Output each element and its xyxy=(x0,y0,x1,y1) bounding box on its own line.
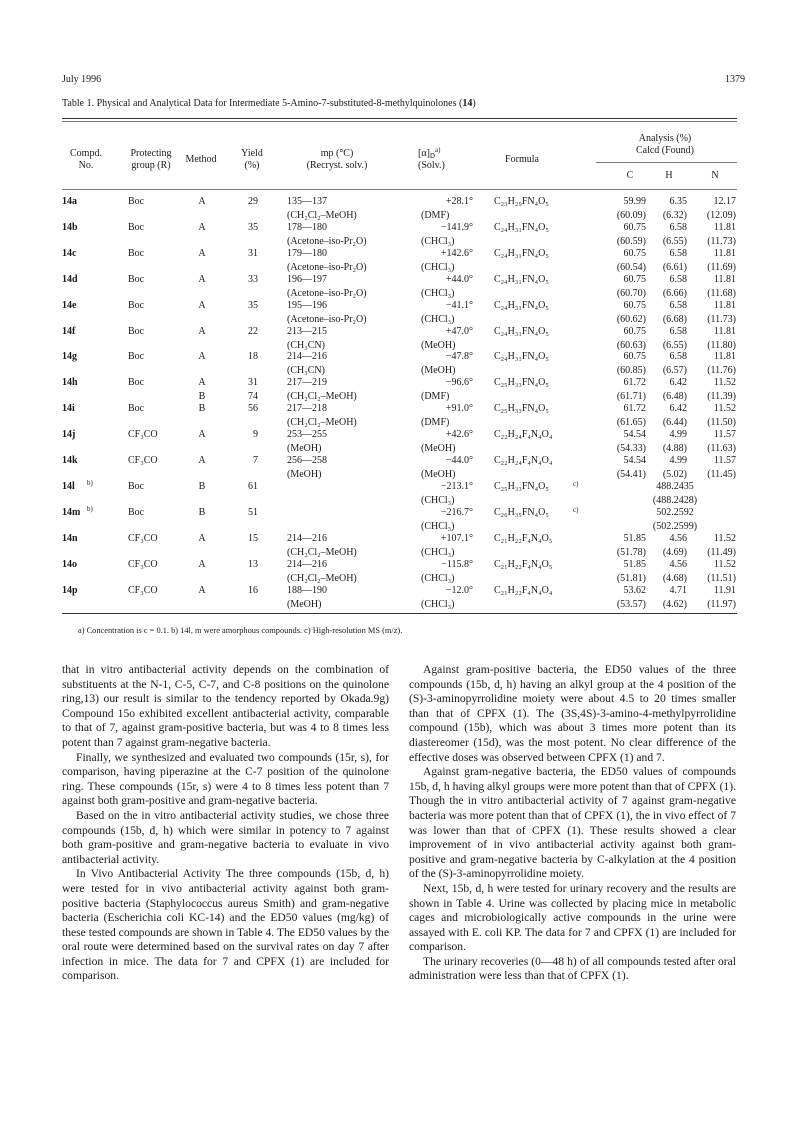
molecular-formula: C₂₃H₂₉FN₄O₅ xyxy=(494,196,549,207)
optical-rotation: (CHCl₃) xyxy=(421,288,455,299)
melting-point: (MeOH) xyxy=(287,469,322,480)
melting-point: (CH₂Cl₂–MeOH) xyxy=(287,210,357,221)
yield: 15 xyxy=(248,533,258,544)
yield: 61 xyxy=(248,481,258,492)
yield: 51 xyxy=(248,507,258,518)
protecting-group: Boc xyxy=(128,326,145,337)
compound-id: 14m xyxy=(62,507,81,518)
analysis-n: (11.51) xyxy=(707,573,736,584)
analysis-n: 11.52 xyxy=(713,559,736,570)
analysis-h: (6.32) xyxy=(662,210,687,221)
protecting-group: CF₃CO xyxy=(128,455,158,466)
protecting-group: CF₃CO xyxy=(128,533,158,544)
footnote-mark: b) xyxy=(87,479,93,487)
analysis-h: (4.62) xyxy=(662,599,687,610)
melting-point: 135—137 xyxy=(287,196,327,207)
analysis-c: 60.75 xyxy=(623,326,646,337)
analysis-n: (11.39) xyxy=(707,391,736,402)
molecular-formula: C₂₁H₂₂F₄N₄O₅ xyxy=(494,533,553,544)
footnote-mark: c) xyxy=(573,506,579,514)
optical-rotation: (DMF) xyxy=(421,391,450,402)
analysis-n: 11.81 xyxy=(713,274,736,285)
melting-point: 178—180 xyxy=(287,222,327,233)
yield: 16 xyxy=(248,585,258,596)
analysis-c: 51.85 xyxy=(623,533,646,544)
analysis-c: 60.75 xyxy=(623,300,646,311)
analysis-c: (60.62) xyxy=(616,314,646,325)
melting-point: 217—218 xyxy=(287,403,327,414)
melting-point: 214—216 xyxy=(287,559,327,570)
method: A xyxy=(198,429,206,440)
optical-rotation: −216.7° xyxy=(440,507,473,518)
method: A xyxy=(198,300,206,311)
melting-point: 213—215 xyxy=(287,326,327,337)
compound-id: 14j xyxy=(62,429,76,440)
body-paragraph: Based on the in vitro antibacterial activity studies, we chose three compounds (15b, d, h) which were similar in potency to 7 against both gram-positive and gram-negative bacteria to evaluate in vivo antibacterial activity. xyxy=(62,808,389,866)
yield: 35 xyxy=(248,222,258,233)
analysis-n: 11.81 xyxy=(713,248,736,259)
hrms-value: (502.2599) xyxy=(652,521,698,532)
optical-rotation: (CHCl₃) xyxy=(421,236,455,247)
optical-rotation: (DMF) xyxy=(421,417,450,428)
header-analysis: Analysis (%) Calcd (Found) xyxy=(635,133,695,156)
analysis-h: 6.58 xyxy=(669,300,687,311)
footnote-mark-holder xyxy=(87,506,93,520)
molecular-formula: C₂₁H₂₂F₄N₄O₅ xyxy=(494,559,553,570)
footnote-mark: c) xyxy=(573,480,579,488)
optical-rotation: (DMF) xyxy=(421,210,450,221)
analysis-c: (60.59) xyxy=(616,236,646,247)
melting-point: (CH₃CN) xyxy=(287,365,325,376)
melting-point: 217—219 xyxy=(287,377,327,388)
body-paragraph: Against gram-positive bacteria, the ED50 values of the three compounds (15b, d, h) having an alkyl group at the 4 position of the (S)-3-aminopyrrolidine moiety were about 4.5 to 20 times smaller than that of CPFX (1). The (3S,4S)-3-amino-4-methylpyrrolidine compound (15b), which was about 3 times more potent than its diastereomer (15d), was the most potent. No clear difference of the effective doses was observed between CPFX (1) and 7. xyxy=(409,663,736,764)
analysis-n: 11.81 xyxy=(713,326,736,337)
analysis-h: 6.58 xyxy=(669,326,687,337)
analysis-h: 4.99 xyxy=(669,429,687,440)
compound-id: 14a xyxy=(62,196,77,207)
header-yield: Yield (%) xyxy=(241,148,263,171)
yield: 31 xyxy=(248,248,258,259)
molecular-formula: C₂₄H₃₁FN₄O₅ xyxy=(494,300,549,311)
yield: 74 xyxy=(248,391,258,402)
analysis-h: (6.66) xyxy=(662,288,687,299)
optical-rotation: +91.0° xyxy=(445,403,473,414)
method: B xyxy=(198,403,206,414)
method: A xyxy=(198,533,206,544)
melting-point: 196—197 xyxy=(287,274,327,285)
melting-point: (CH₃CN) xyxy=(287,340,325,351)
melting-point: (Acetone–iso-Pr₂O) xyxy=(287,236,367,247)
body-paragraph: The urinary recoveries (0—48 h) of all compounds tested after oral administration were less than that of CPFX (1). xyxy=(409,954,736,983)
melting-point: 256—258 xyxy=(287,455,327,466)
melting-point: (CH₂Cl₂–MeOH) xyxy=(287,391,357,402)
yield: 35 xyxy=(248,300,258,311)
table-bottom-rule xyxy=(62,613,737,614)
optical-rotation: (CHCl₃) xyxy=(421,314,455,325)
method: A xyxy=(198,248,206,259)
molecular-formula: C₂₂H₂₄F₄N₄O₄ xyxy=(494,455,553,466)
molecular-formula: C₂₄H₃₁FN₄O₅ xyxy=(494,274,549,285)
caption-prefix: Table 1. xyxy=(62,98,95,109)
body-paragraph: Next, 15b, d, h were tested for urinary recovery and the results are shown in Table 4. Urine was collected by placing mice in metabolic cages and microbiologically active compounds in the urine were assayed with E. coli KP. The data for 7 and CPFX (1) are included for comparison. xyxy=(409,881,736,954)
compound-id: 14e xyxy=(62,300,77,311)
melting-point: (CH₂Cl₂–MeOH) xyxy=(287,417,357,428)
molecular-formula: C₂₄H₃₁FN₄O₅ xyxy=(494,326,549,337)
optical-rotation: (MeOH) xyxy=(421,469,456,480)
analysis-c: (60.63) xyxy=(616,340,646,351)
optical-rotation: −47.8° xyxy=(445,351,473,362)
analysis-h: 6.58 xyxy=(669,351,687,362)
analysis-c: 60.75 xyxy=(623,248,646,259)
analysis-n: (11.80) xyxy=(707,340,736,351)
compound-id: 14l xyxy=(62,481,75,492)
table-caption xyxy=(62,98,476,109)
compound-id: 14d xyxy=(62,274,78,285)
analysis-c: 59.99 xyxy=(623,196,646,207)
analysis-n: (11.97) xyxy=(707,599,736,610)
compound-id: 14k xyxy=(62,455,78,466)
molecular-formula: C₂₅H₃₃FN₄O₅ xyxy=(494,481,549,492)
analysis-n: (11.69) xyxy=(707,262,736,273)
protecting-group: Boc xyxy=(128,481,145,492)
body-column-left xyxy=(62,663,389,984)
analysis-c: (61.71) xyxy=(616,391,646,402)
molecular-formula: C₂₆H₃₅FN₄O₅ xyxy=(494,507,549,518)
analysis-n: 11.57 xyxy=(713,429,736,440)
molecular-formula: C₂₂H₂₄F₄N₄O₄ xyxy=(494,429,553,440)
optical-rotation: (CHCl₃) xyxy=(421,521,455,532)
header-h: H xyxy=(665,170,673,181)
analysis-c: (61.65) xyxy=(616,417,646,428)
method: A xyxy=(198,351,206,362)
analysis-h: (5.02) xyxy=(662,469,687,480)
header-c: C xyxy=(626,170,634,181)
compound-id: 14f xyxy=(62,326,76,337)
yield: 18 xyxy=(248,351,258,362)
analysis-n: 12.17 xyxy=(713,196,736,207)
protecting-group: Boc xyxy=(128,248,145,259)
method: B xyxy=(198,391,206,402)
analysis-n: 11.91 xyxy=(713,585,736,596)
yield: 22 xyxy=(248,326,258,337)
melting-point: 214—216 xyxy=(287,351,327,362)
analysis-c: (54.33) xyxy=(616,443,646,454)
caption-suffix: ) xyxy=(472,98,476,109)
method: A xyxy=(198,274,206,285)
header-formula: Formula xyxy=(505,154,539,165)
protecting-group: Boc xyxy=(128,377,145,388)
protecting-group: CF₃CO xyxy=(128,559,158,570)
body-paragraph: Finally, we synthesized and evaluated two compounds (15r, s), for comparison, having piperazine at the C-7 position of the quinolone ring. These compounds (15r, s) were 4 to 8 times less potent than 7 against both gram-positive and gram-negative bacteria. xyxy=(62,750,389,808)
analysis-h: (4.88) xyxy=(662,443,687,454)
header-protecting-group: Protecting group (R) xyxy=(130,148,172,171)
molecular-formula: C₂₁H₂₂F₄N₄O₄ xyxy=(494,585,553,596)
analysis-c: (51.78) xyxy=(616,547,646,558)
method: A xyxy=(198,559,206,570)
analysis-c: 61.72 xyxy=(623,403,646,414)
method: A xyxy=(198,196,206,207)
hrms-value: 502.2592 xyxy=(656,507,694,518)
analysis-c: (54.41) xyxy=(616,469,646,480)
melting-point: (MeOH) xyxy=(287,443,322,454)
footnote-mark: b) xyxy=(87,505,93,513)
analysis-h: 6.42 xyxy=(669,403,687,414)
analysis-c: (51.81) xyxy=(616,573,646,584)
analysis-n: (11.45) xyxy=(707,469,736,480)
optical-rotation: (CHCl₃) xyxy=(421,547,455,558)
analysis-c: 60.75 xyxy=(623,274,646,285)
protecting-group: Boc xyxy=(128,351,145,362)
yield: 7 xyxy=(253,455,258,466)
analysis-n: 11.52 xyxy=(713,403,736,414)
analysis-subrule xyxy=(596,162,737,163)
optical-rotation: +142.6° xyxy=(440,248,473,259)
compound-id: 14g xyxy=(62,351,77,362)
optical-rotation: +42.6° xyxy=(445,429,473,440)
analysis-n: (11.73) xyxy=(707,236,736,247)
optical-rotation: −44.0° xyxy=(445,455,473,466)
analysis-n: (11.63) xyxy=(707,443,736,454)
optical-rotation: −96.6° xyxy=(445,377,473,388)
table-top-rule-2 xyxy=(62,121,737,122)
table-top-rule xyxy=(62,118,737,119)
protecting-group: Boc xyxy=(128,507,145,518)
caption-text: Physical and Analytical Data for Intermediate 5-Amino-7-substituted-8-methylquinolones ( xyxy=(96,98,463,109)
analysis-h: 6.58 xyxy=(669,248,687,259)
protecting-group: CF₃CO xyxy=(128,429,158,440)
header-mp: mp (°C) (Recryst. solv.) xyxy=(306,148,368,171)
header-n: N xyxy=(711,170,719,181)
analysis-n: 11.81 xyxy=(713,222,736,233)
protecting-group: Boc xyxy=(128,274,145,285)
analysis-n: (11.50) xyxy=(707,417,736,428)
molecular-formula: C₂₄H₃₁FN₄O₅ xyxy=(494,222,549,233)
analysis-h: 4.71 xyxy=(669,585,687,596)
analysis-h: (6.61) xyxy=(662,262,687,273)
optical-rotation: +47.0° xyxy=(445,326,473,337)
molecular-formula: C₂₅H₃₃FN₄O₅ xyxy=(494,403,549,414)
analysis-n: (11.76) xyxy=(707,365,736,376)
melting-point: (Acetone–iso-Pr₂O) xyxy=(287,288,367,299)
method: A xyxy=(198,585,206,596)
hrms-value: (488.2428) xyxy=(652,495,698,506)
page-number: 1379 xyxy=(725,74,745,85)
method: A xyxy=(198,222,206,233)
optical-rotation: (CHCl₃) xyxy=(421,573,455,584)
body-paragraph: that in vitro antibacterial activity depends on the combination of substituents at the N-1, C-5, C-7, and C-8 positions on the quinolone ring,13) our result is similar to the tendency reported by Okada.9g) Compound 15o exhibited excellent antibacterial activity, comparable to that of 7, against gram-positive bacteria, but was 4 to 8 times less potent than 7 against gram-negative bacteria. xyxy=(62,663,389,749)
molecular-formula: C₂₄H₃₁FN₄O₅ xyxy=(494,351,549,362)
melting-point: 195—196 xyxy=(287,300,327,311)
analysis-n: 11.81 xyxy=(713,300,736,311)
method: B xyxy=(198,481,206,492)
molecular-formula: C₂₅H₃₃FN₄O₅ xyxy=(494,377,549,388)
optical-rotation: (MeOH) xyxy=(421,443,456,454)
melting-point: 179—180 xyxy=(287,248,327,259)
melting-point: 253—255 xyxy=(287,429,327,440)
analysis-c: 54.54 xyxy=(623,429,646,440)
compound-id: 14p xyxy=(62,585,78,596)
analysis-n: (12.09) xyxy=(706,210,736,221)
optical-rotation: (MeOH) xyxy=(421,365,456,376)
header-compd: Compd. No. xyxy=(70,148,102,171)
analysis-h: 6.35 xyxy=(669,196,687,207)
analysis-h: (4.68) xyxy=(662,573,687,584)
melting-point: (Acetone–iso-Pr₂O) xyxy=(287,262,367,273)
analysis-n: (11.49) xyxy=(707,547,736,558)
yield: 9 xyxy=(253,429,258,440)
analysis-h: 6.42 xyxy=(669,377,687,388)
analysis-n: 11.52 xyxy=(713,533,736,544)
compound-id: 14i xyxy=(62,403,75,414)
molecular-formula: C₂₄H₃₁FN₄O₅ xyxy=(494,248,549,259)
optical-rotation: −141.9° xyxy=(440,222,473,233)
protecting-group: Boc xyxy=(128,403,145,414)
analysis-h: (6.68) xyxy=(662,314,687,325)
analysis-h: (6.55) xyxy=(662,340,687,351)
analysis-c: (60.85) xyxy=(616,365,646,376)
header-bottom-rule xyxy=(62,189,737,190)
body-paragraph: Against gram-negative bacteria, the ED50 values of compounds 15b, d, h having alkyl groups were more potent than that of CPFX (1). Though the in vitro antibacterial activity of 7 against gram-negative bacteria was more potent than that of CPFX (1), the in vivo effect of 7 was lower than that of CPFX (1). These results showed a clear improvement of in vivo antibacterial activity against both gram-positive and gram-negative bacteria by C-alkylation at the 4 position of the (S)-3-aminopyrrolidine moiety. xyxy=(409,765,736,881)
analysis-n: (11.73) xyxy=(707,314,736,325)
footnote-mark-holder xyxy=(87,480,93,494)
analysis-n: 11.81 xyxy=(713,351,736,362)
analysis-h: (6.48) xyxy=(662,391,687,402)
optical-rotation: (CHCl₃) xyxy=(421,495,455,506)
body-column-right xyxy=(409,663,736,984)
body-paragraph: In Vivo Antibacterial Activity The three compounds (15b, d, h) were tested for in vivo antibacterial activity against both gram-positive bacteria (Staphylococcus aureus Smith) and gram-negative bacteria (Escherichia coli KC-14) and the ED50 values (mg/kg) of these tested compounds are shown in Table 4. The ED50 values by the oral route were determined based on the survival rates on day 7 after infection in mice. The data for 7 and CPFX (1) are included for comparison. xyxy=(62,867,389,983)
protecting-group: Boc xyxy=(128,196,145,207)
optical-rotation: (CHCl₃) xyxy=(421,262,455,273)
optical-rotation: −213.1° xyxy=(440,481,473,492)
yield: 13 xyxy=(248,559,258,570)
running-header-date: July 1996 xyxy=(62,74,102,85)
compound-id: 14h xyxy=(62,377,78,388)
melting-point: (MeOH) xyxy=(287,599,322,610)
analysis-c: (60.09) xyxy=(616,210,646,221)
protecting-group: Boc xyxy=(128,300,145,311)
caption-bold: 14 xyxy=(462,98,473,109)
optical-rotation: −115.8° xyxy=(441,559,473,570)
analysis-n: 11.52 xyxy=(713,377,736,388)
analysis-c: 60.75 xyxy=(623,222,646,233)
optical-rotation: −12.0° xyxy=(445,585,473,596)
method: A xyxy=(198,455,206,466)
analysis-c: (53.57) xyxy=(616,599,646,610)
header-rotation: $[\alpha]_D^{a)}$ (Solv.) xyxy=(418,146,445,171)
optical-rotation: +107.1° xyxy=(440,533,473,544)
analysis-h: (6.55) xyxy=(662,236,687,247)
method: A xyxy=(198,326,206,337)
analysis-h: 4.56 xyxy=(669,533,687,544)
method: B xyxy=(198,507,206,518)
analysis-c: 51.85 xyxy=(623,559,646,570)
analysis-c: (60.70) xyxy=(616,288,646,299)
yield: 56 xyxy=(248,403,258,414)
yield: 29 xyxy=(248,196,258,207)
analysis-h: 6.58 xyxy=(669,274,687,285)
analysis-h: (6.44) xyxy=(662,417,687,428)
yield: 31 xyxy=(248,377,258,388)
yield: 33 xyxy=(248,274,258,285)
analysis-c: 60.75 xyxy=(623,351,646,362)
analysis-h: (6.57) xyxy=(662,365,687,376)
analysis-h: 4.56 xyxy=(669,559,687,570)
analysis-h: 6.58 xyxy=(669,222,687,233)
optical-rotation: (MeOH) xyxy=(421,340,456,351)
melting-point: 188—190 xyxy=(287,585,327,596)
analysis-c: 53.62 xyxy=(623,585,646,596)
melting-point: (CH₂Cl₂–MeOH) xyxy=(287,547,357,558)
optical-rotation: +28.1° xyxy=(445,196,473,207)
analysis-n: 11.57 xyxy=(713,455,736,466)
compound-id: 14b xyxy=(62,222,78,233)
compound-id: 14o xyxy=(62,559,77,570)
table-footnotes: a) Concentration is c = 0.1. b) 14l, m were amorphous compounds. c) High-resolution MS (m/z). xyxy=(78,626,403,635)
melting-point: (Acetone–iso-Pr₂O) xyxy=(287,314,367,325)
method: A xyxy=(198,377,206,388)
compound-id: 14c xyxy=(62,248,77,259)
header-method: Method xyxy=(185,154,217,165)
analysis-c: 61.72 xyxy=(623,377,646,388)
analysis-h: 4.99 xyxy=(669,455,687,466)
compound-id: 14n xyxy=(62,533,78,544)
melting-point: 214—216 xyxy=(287,533,327,544)
analysis-c: 54.54 xyxy=(623,455,646,466)
melting-point: (CH₂Cl₂–MeOH) xyxy=(287,573,357,584)
optical-rotation: −41.1° xyxy=(445,300,473,311)
protecting-group: Boc xyxy=(128,222,145,233)
optical-rotation: +44.0° xyxy=(445,274,473,285)
optical-rotation: (CHCl₃) xyxy=(421,599,455,610)
hrms-value: 488.2435 xyxy=(656,481,694,492)
analysis-c: (60.54) xyxy=(616,262,646,273)
analysis-h: (4.69) xyxy=(662,547,687,558)
protecting-group: CF₃CO xyxy=(128,585,158,596)
analysis-n: (11.68) xyxy=(707,288,736,299)
